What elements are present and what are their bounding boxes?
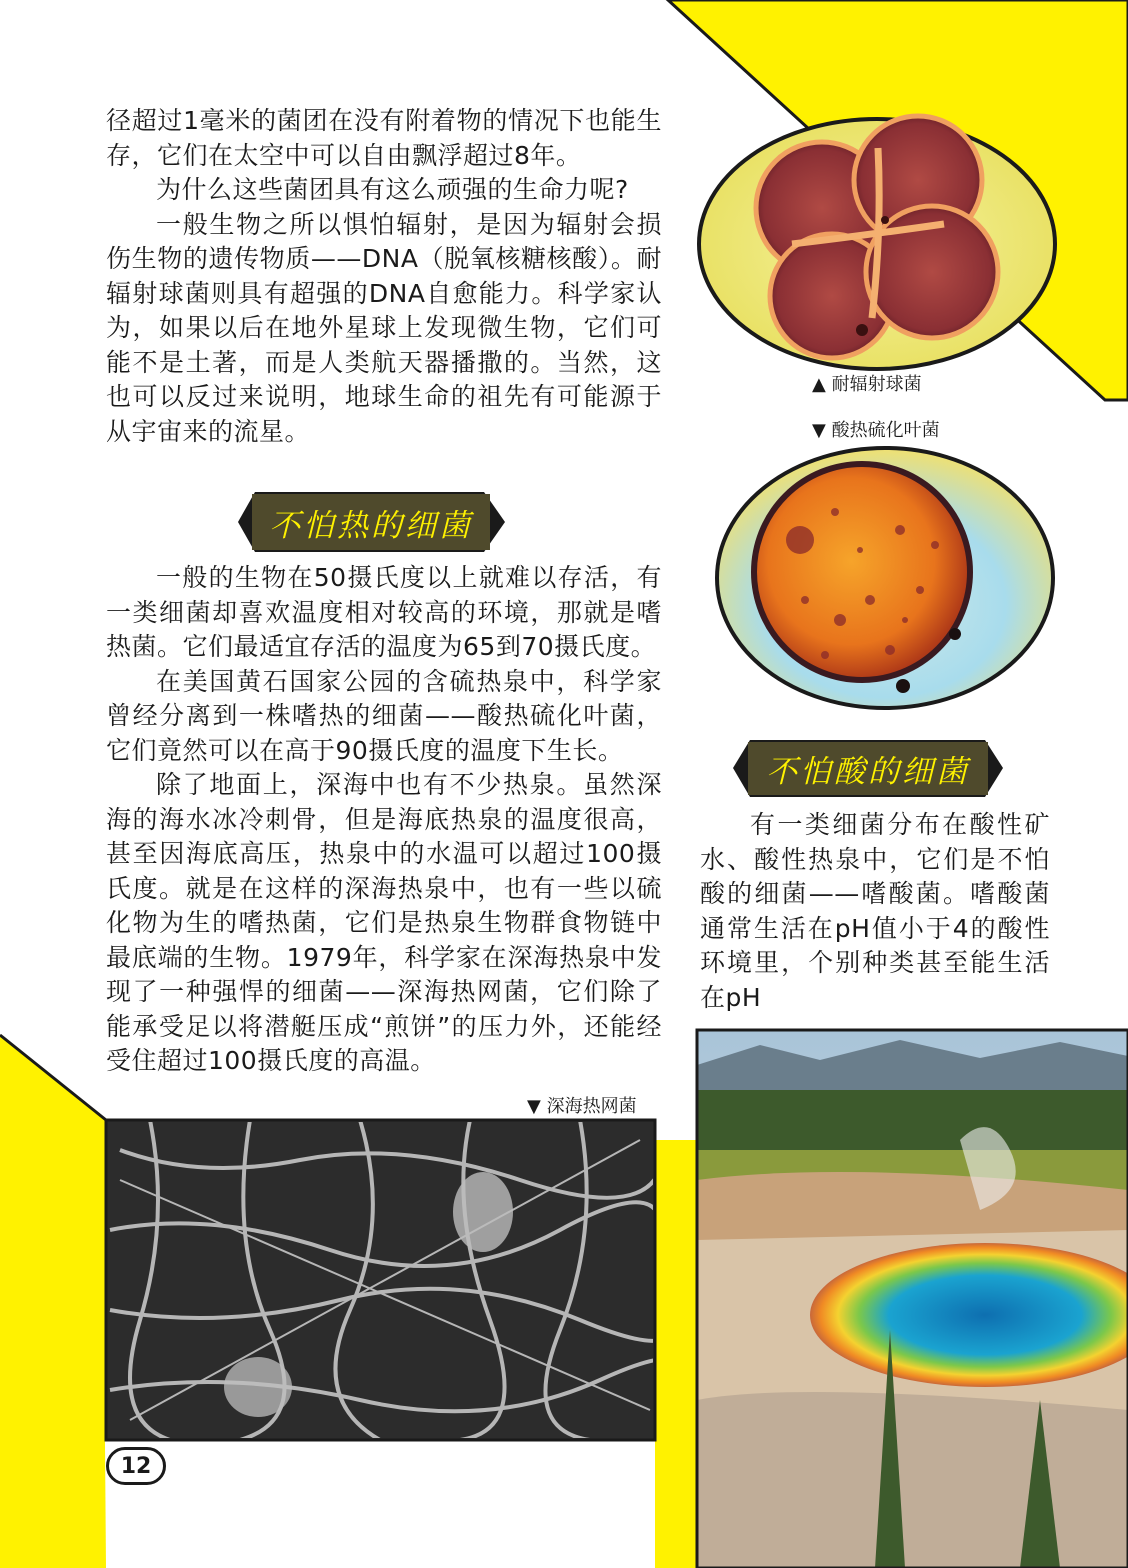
intro-paragraph: 为什么这些菌团具有这么顽强的生命力呢?	[156, 175, 629, 204]
heat-section-text	[106, 561, 662, 1079]
page-number: 12	[106, 1447, 166, 1485]
acid-section-text	[700, 808, 1050, 1015]
heat-paragraph: 在美国黄石国家公园的含硫热泉中，科学家曾经分离到一株嗜热的细菌——酸热硫化叶菌，它们竟然可以在高于90摄氏度的温度下生长。	[106, 666, 662, 765]
intro-text	[106, 104, 662, 449]
heat-paragraph: 一般的生物在50摄氏度以上就难以存活，有一类细菌却喜欢温度相对较高的环境，那就是嗜热菌。它们最适宜存活的温度为65到70摄氏度。	[106, 563, 662, 661]
acid-paragraph: 有一类细菌分布在酸性矿水、酸性热泉中，它们是不怕酸的细菌——嗜酸菌。嗜酸菌通常生活在pH值小于4的酸性环境里，个别种类甚至能生活在pH	[700, 810, 1050, 1012]
caption-pyrodictium: ▼ 深海热网菌	[527, 1096, 637, 1117]
section-title-heat: 不怕热的细菌	[252, 494, 490, 550]
caption-sulfolobus: ▼ 酸热硫化叶菌	[812, 420, 940, 441]
section-banner-heat	[252, 494, 490, 550]
section-banner-acid	[748, 742, 988, 795]
caption-deinococcus: ▲ 耐辐射球菌	[812, 374, 922, 395]
section-title-acid: 不怕酸的细菌	[748, 742, 988, 795]
intro-paragraph: 径超过1毫米的菌团在没有附着物的情况下也能生存，它们在太空中可以自由飘浮超过8年。	[106, 106, 662, 170]
heat-paragraph: 除了地面上，深海中也有不少热泉。虽然深海的海水冰冷刺骨，但是海底热泉的温度很高，甚至因海底高压，热泉中的水温可以超过100摄氏度。就是在这样的深海热泉中，也有一些以硫化物为生的嗜热菌，它们是热泉生物群食物链中最底端的生物。1979年，科学家在深海热泉中发现了一种强悍的细菌——深海热网菌，它们除了能承受足以将潜艇压成“煎饼”的压力外，还能经受住超过100摄氏度的高温。	[106, 770, 662, 1075]
intro-paragraph: 一般生物之所以惧怕辐射，是因为辐射会损伤生物的遗传物质——DNA（脱氧核糖核酸）。耐辐射球菌则具有超强的DNA自愈能力。科学家认为，如果以后在地外星球上发现微生物，它们可能不是土著，而是人类航天器播撒的。当然，这也可以反过来说明，地球生命的祖先有可能源于从宇宙来的流星。	[106, 209, 662, 446]
